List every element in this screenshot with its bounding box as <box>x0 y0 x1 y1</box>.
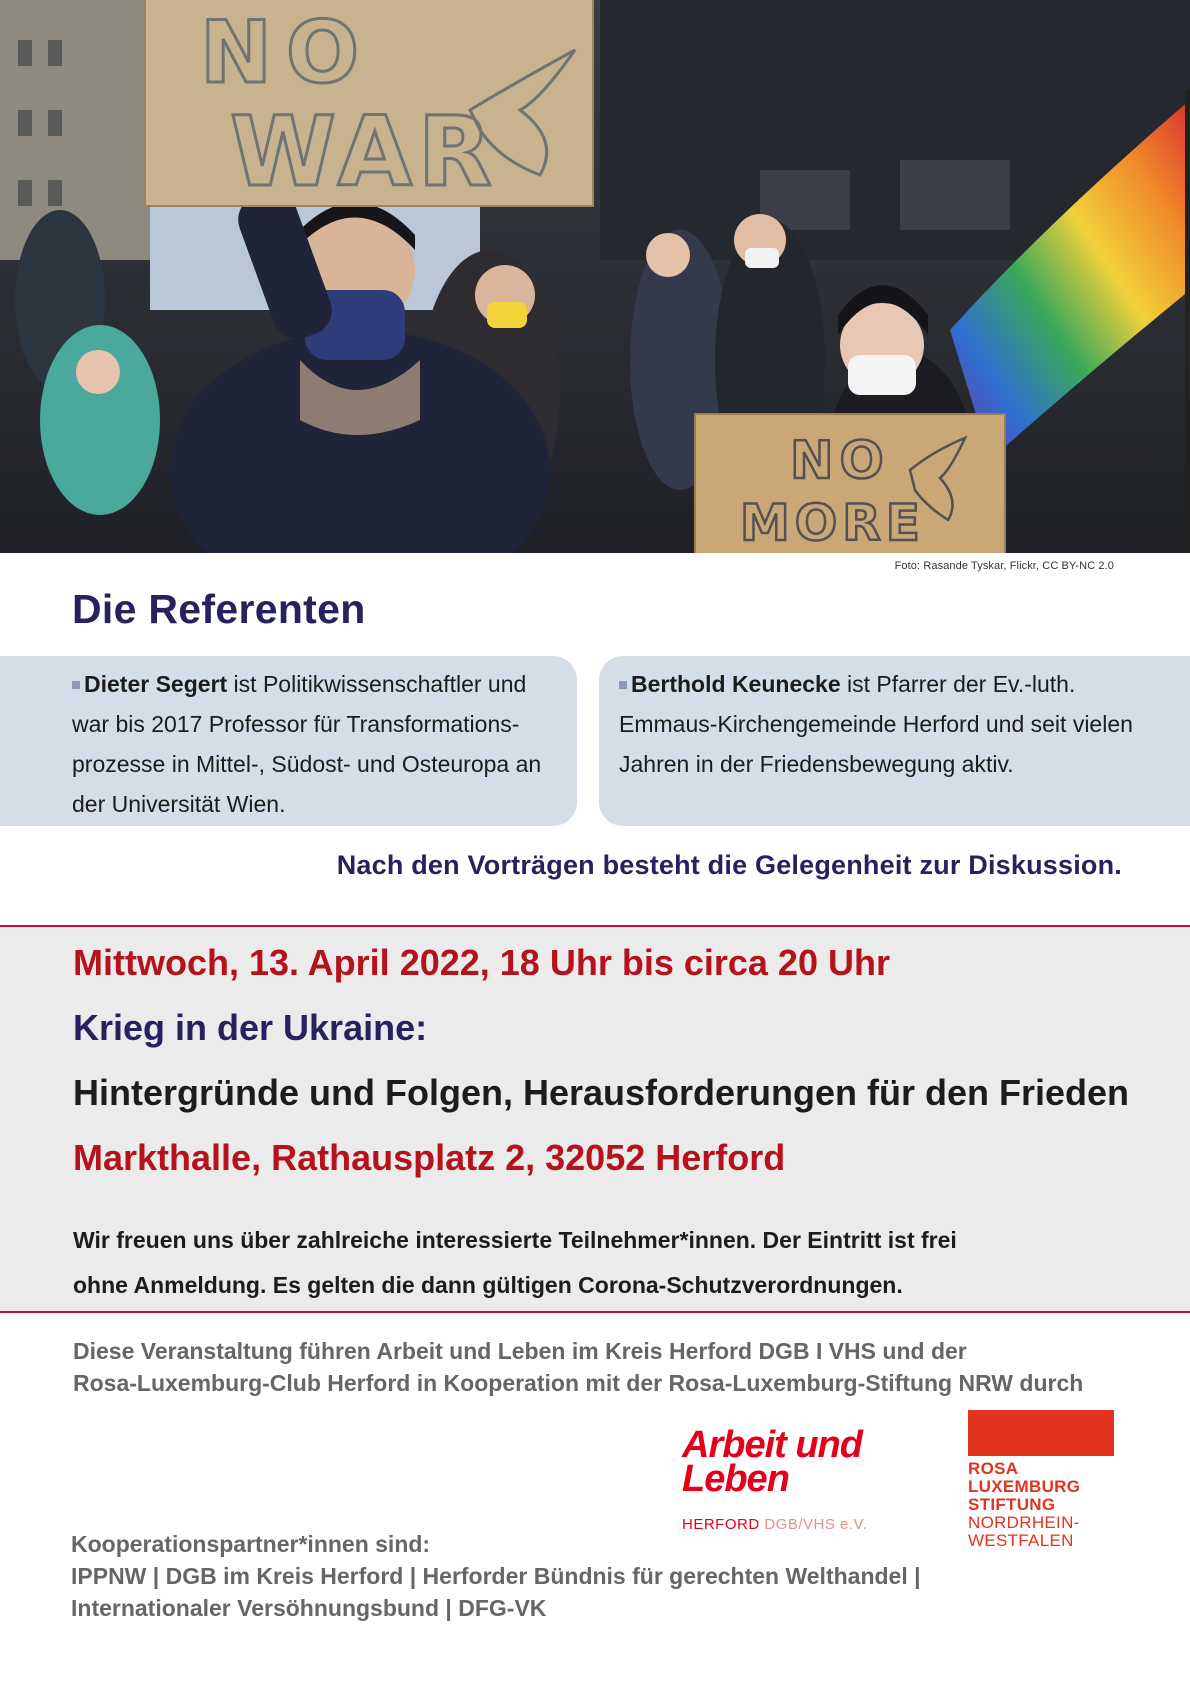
speaker-name: Berthold Keunecke <box>631 671 841 697</box>
speaker-description: ist Pfarrer der Ev.-luth. Emmaus-Kirchengemeinde Herford und seit vielen Jahren in der Friedensbewegung aktiv. <box>619 671 1133 777</box>
organizer-line-1: Diese Veranstaltung führen Arbeit und Leben im Kreis Herford DGB I VHS und der <box>73 1338 967 1364</box>
rls-line-1: ROSA <box>968 1459 1019 1478</box>
speaker-name: Dieter Segert <box>84 671 228 697</box>
event-note-line-2: ohne Anmeldung. Es gelten die dann gültigen Corona-Schutzverordnungen. <box>73 1272 903 1298</box>
organizer-text <box>73 1335 1083 1399</box>
rls-line-3: STIFTUNG <box>968 1495 1056 1514</box>
partners-line-2: Internationaler Versöhnungsbund | DFG-VK <box>71 1595 547 1621</box>
rls-line-2: LUXEMBURG <box>968 1477 1081 1496</box>
aul-sub-strong: HERFORD <box>682 1516 760 1533</box>
small-sign-text-2: MORE <box>740 494 925 552</box>
event-date: Mittwoch, 13. April 2022, 18 Uhr bis circa 20 Uhr <box>73 942 890 983</box>
big-sign-text-1: NO <box>200 3 374 103</box>
aul-logo-line-2: Leben <box>682 1458 789 1500</box>
rosa-luxemburg-stiftung-logo <box>968 1410 1114 1550</box>
rls-logo-block <box>968 1410 1114 1456</box>
event-note-line-1: Wir freuen uns über zahlreiche interessierte Teilnehmer*innen. Der Eintritt ist frei <box>73 1227 957 1253</box>
event-title: Krieg in der Ukraine: <box>73 1007 428 1048</box>
speakers-heading: Die Referenten <box>72 586 366 632</box>
speaker-description: ist Politikwissenschaftler und war bis 2017 Professor für Transformationsprozesse in Mittel-, Südost- und Osteuropa an der Universität Wien. <box>72 671 542 817</box>
discussion-note: Nach den Vorträgen besteht die Gelegenheit zur Diskussion. <box>336 850 1122 880</box>
aul-logo-line-1: Arbeit und <box>682 1424 862 1466</box>
photo-credit: Foto: Rasande Tyskar, Flickr, CC BY-NC 2.0 <box>894 560 1114 572</box>
organizer-line-2: Rosa-Luxemburg-Club Herford in Kooperation mit der Rosa-Luxemburg-Stiftung NRW durch <box>73 1370 1084 1396</box>
speaker-card-keunecke <box>599 656 1190 826</box>
protest-photo-illustration <box>0 0 1190 553</box>
rls-logo-text <box>968 1460 1114 1550</box>
rls-line-4: NORDRHEIN- <box>968 1513 1080 1532</box>
partners-heading: Kooperationspartner*innen sind: <box>71 1531 431 1557</box>
speaker-card-segert <box>0 656 577 826</box>
bullet-square-icon <box>619 681 627 689</box>
event-subtitle: Hintergründe und Folgen, Herausforderungen für den Frieden <box>73 1072 1130 1113</box>
big-sign-text-2: WAR <box>230 96 498 208</box>
partners-line-1: IPPNW | DGB im Kreis Herford | Herforder Bündnis für gerechten Welthandel | <box>71 1563 921 1589</box>
event-location: Markthalle, Rathausplatz 2, 32052 Herford <box>73 1137 786 1178</box>
rls-line-5: WESTFALEN <box>968 1531 1074 1550</box>
hero-photo <box>0 0 1190 553</box>
aul-sub-light: DGB/VHS e.V. <box>759 1516 868 1533</box>
event-note <box>73 1218 957 1308</box>
bullet-square-icon <box>72 681 80 689</box>
small-sign-text-1: NO <box>790 431 890 491</box>
cooperation-partners <box>71 1528 921 1624</box>
arbeit-und-leben-logo <box>682 1424 892 1533</box>
